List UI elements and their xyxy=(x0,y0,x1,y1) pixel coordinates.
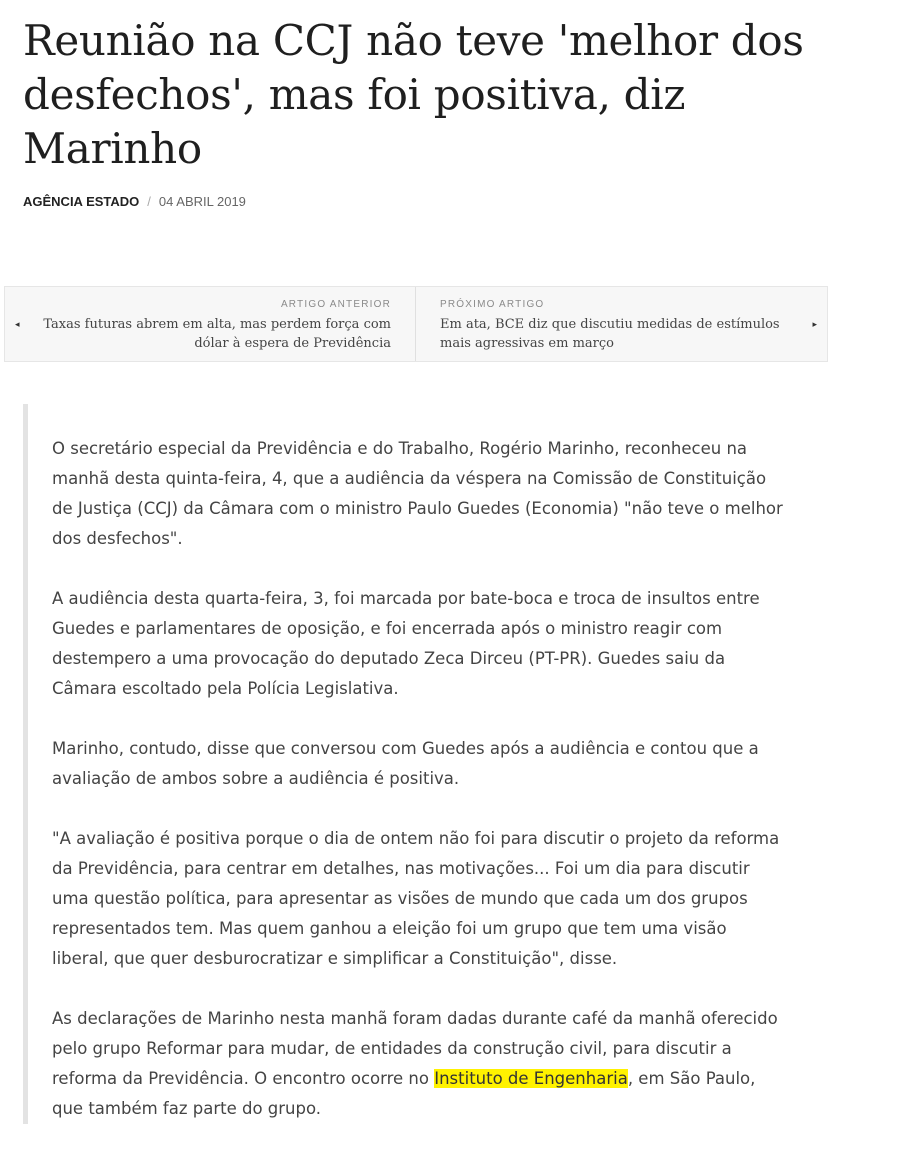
article-paragraph xyxy=(52,1004,787,1124)
paragraph-text: As declarações de Marinho nesta manhã foram dadas durante café da manhã oferecido pelo grupo Reformar para mudar, de entidades da construção civil, para discutir a reforma da Previdência. O encontro ocorre no xyxy=(52,1009,778,1088)
author-link[interactable]: AGÊNCIA ESTADO xyxy=(23,194,140,209)
publish-date: 04 ABRIL 2019 xyxy=(158,194,246,209)
previous-article-link[interactable]: Taxas futuras abrem em alta, mas perdem força com dólar à espera de Previdência xyxy=(43,317,391,351)
previous-article-label: ARTIGO ANTERIOR xyxy=(280,299,391,310)
article-paragraph: "A avaliação é positiva porque o dia de ontem não foi para discutir o projeto da reforma da Previdência, para centrar em detalhes, nas motivações... Foi um dia para discutir uma questão política, para apresentar as visões de mundo que cada um dos grupos representados tem. Mas quem ganhou a eleição foi um grupo que tem uma visão liberal, que quer desburocratizar e simplificar a Constituição", disse. xyxy=(52,829,780,968)
article-paragraph: O secretário especial da Previdência e do Trabalho, Rogério Marinho, reconheceu na manhã desta quinta-feira, 4, que a audiência da véspera na Comissão de Constituição de Justiça (CCJ) da Câmara com o ministro Paulo Guedes (Economia) "não teve o melhor dos desfechos". xyxy=(52,439,783,548)
article-meta xyxy=(23,193,246,211)
previous-article[interactable] xyxy=(5,287,416,361)
chevron-left-icon: ◂ xyxy=(15,320,20,330)
next-article[interactable] xyxy=(416,287,827,361)
article-navigation xyxy=(4,286,828,362)
next-article-link[interactable]: Em ata, BCE diz que discutiu medidas de estímulos mais agressivas em março xyxy=(440,317,780,351)
next-article-label: PRÓXIMO ARTIGO xyxy=(440,299,545,310)
article-paragraph: Marinho, contudo, disse que conversou com Guedes após a audiência e contou que a avaliação de ambos sobre a audiência é positiva. xyxy=(52,739,759,788)
article-paragraph: A audiência desta quarta-feira, 3, foi marcada por bate-boca e troca de insultos entre Guedes e parlamentares de oposição, e foi encerrada após o ministro reagir com destempero a uma provocação do deputado Zeca Dirceu (PT-PR). Guedes saiu da Câmara escoltado pela Polícia Legislativa. xyxy=(52,589,760,698)
meta-separator: / xyxy=(147,194,151,209)
chevron-right-icon: ▸ xyxy=(812,320,817,330)
article-body xyxy=(23,404,803,1124)
article-headline: Reunião na CCJ não teve 'melhor dos desfechos', mas foi positiva, diz Marinho xyxy=(23,16,804,173)
highlighted-link[interactable]: Instituto de Engenharia xyxy=(434,1069,628,1088)
paragraph-text: , em São Paulo, que também faz parte do grupo. xyxy=(52,1069,756,1118)
